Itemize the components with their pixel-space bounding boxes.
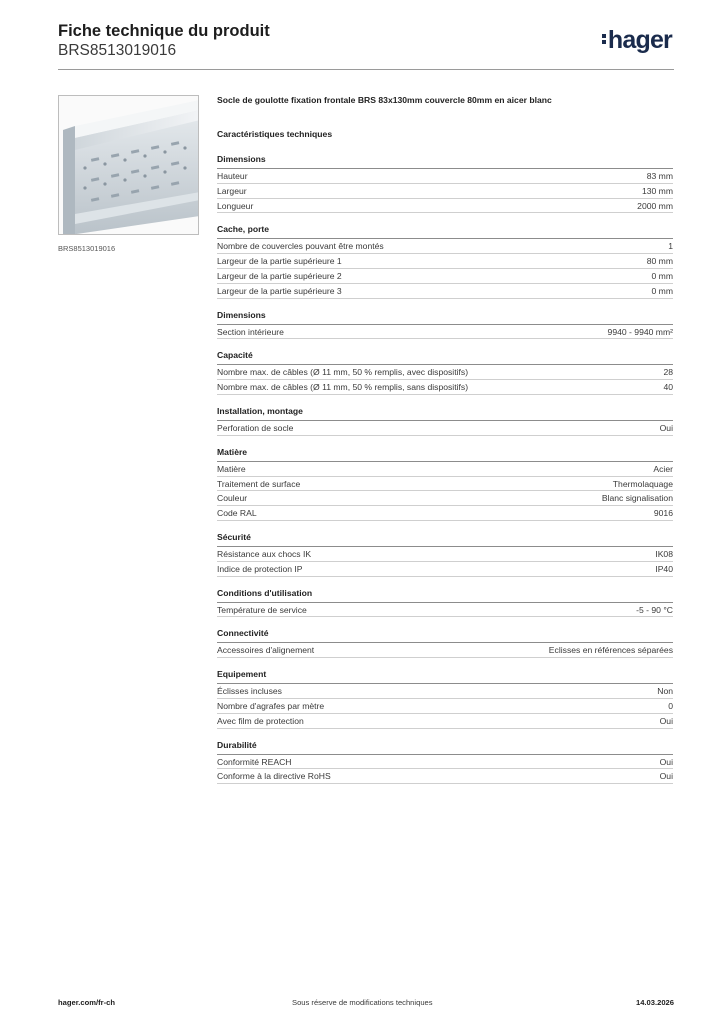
page-footer bbox=[58, 998, 674, 1007]
spec-row bbox=[217, 239, 673, 254]
spec-label: Largeur de la partie supérieure 1 bbox=[217, 256, 342, 267]
page-title: Fiche technique du produit bbox=[58, 22, 270, 40]
spec-row bbox=[217, 184, 673, 199]
spec-section bbox=[217, 577, 673, 618]
spec-label: Nombre de couvercles pouvant être montés bbox=[217, 241, 384, 252]
spec-value: 0 mm bbox=[651, 285, 673, 296]
section-title: Cache, porte bbox=[217, 213, 673, 239]
spec-value: -5 - 90 °C bbox=[636, 604, 673, 615]
spec-label: Conforme à la directive RoHS bbox=[217, 771, 331, 782]
spec-label: Section intérieure bbox=[217, 326, 284, 337]
spec-label: Largeur de la partie supérieure 2 bbox=[217, 270, 342, 281]
spec-value: Acier bbox=[653, 463, 673, 474]
spec-value: Thermolaquage bbox=[612, 478, 673, 489]
section-title: Connectivité bbox=[217, 617, 673, 643]
image-caption: BRS8513019016 bbox=[58, 244, 116, 253]
spec-row bbox=[217, 462, 673, 477]
spec-label: Hauteur bbox=[217, 171, 248, 181]
logo-text: hager bbox=[607, 26, 672, 54]
footer-website: hager.com/fr-ch bbox=[58, 998, 115, 1007]
spec-row bbox=[217, 562, 673, 577]
spec-sections bbox=[217, 143, 673, 784]
spec-label: Matière bbox=[217, 463, 246, 474]
spec-value: Non bbox=[657, 686, 673, 697]
spec-value: 0 bbox=[668, 700, 673, 711]
spec-value: 83 mm bbox=[646, 171, 673, 181]
spec-section bbox=[217, 729, 673, 785]
spec-label: Conformité REACH bbox=[217, 756, 292, 767]
tech-specs-title: Caractéristiques techniques bbox=[217, 129, 333, 139]
spec-row bbox=[217, 284, 673, 299]
spec-label: Longueur bbox=[217, 200, 254, 211]
spec-label: Largeur bbox=[217, 185, 247, 196]
product-title: Socle de goulotte fixation frontale BRS 83x130mm couvercle 80mm en aicer blanc bbox=[217, 95, 552, 105]
spec-row bbox=[217, 491, 673, 506]
section-title: Equipement bbox=[217, 658, 673, 684]
spec-row bbox=[217, 506, 673, 521]
spec-section bbox=[217, 339, 673, 395]
spec-section bbox=[217, 436, 673, 521]
spec-row bbox=[217, 769, 673, 784]
spec-row bbox=[217, 699, 673, 714]
cable-trunking-illustration bbox=[59, 96, 199, 235]
spec-row bbox=[217, 684, 673, 699]
spec-value: Oui bbox=[659, 715, 673, 726]
spec-value: 130 mm bbox=[641, 185, 673, 196]
section-title: Installation, montage bbox=[217, 395, 673, 421]
spec-value: IP40 bbox=[655, 563, 673, 574]
section-title: Sécurité bbox=[217, 521, 673, 547]
spec-row bbox=[217, 603, 673, 618]
spec-label: Nombre max. de câbles (Ø 11 mm, 50 % remplis, sans dispositifs) bbox=[217, 382, 469, 393]
spec-value: 1 bbox=[668, 241, 673, 252]
spec-section bbox=[217, 299, 673, 340]
spec-value: 40 bbox=[663, 382, 673, 393]
spec-row bbox=[217, 547, 673, 562]
spec-row bbox=[217, 325, 673, 340]
page-header bbox=[58, 22, 674, 68]
spec-row bbox=[217, 365, 673, 380]
spec-row bbox=[217, 477, 673, 492]
product-reference: BRS8513019016 bbox=[58, 42, 177, 59]
spec-label: Avec film de protection bbox=[217, 715, 304, 726]
product-image bbox=[58, 95, 199, 235]
spec-row bbox=[217, 169, 673, 184]
spec-row bbox=[217, 643, 673, 658]
spec-label: Nombre max. de câbles (Ø 11 mm, 50 % remplis, avec dispositifs) bbox=[217, 367, 469, 378]
spec-section bbox=[217, 617, 673, 658]
spec-value: Oui bbox=[659, 771, 673, 782]
spec-value: Oui bbox=[659, 756, 673, 767]
spec-row bbox=[217, 269, 673, 284]
spec-value: IK08 bbox=[655, 548, 673, 559]
spec-value: 80 mm bbox=[646, 256, 673, 267]
spec-value: Eclisses en références séparées bbox=[548, 645, 673, 656]
spec-section bbox=[217, 521, 673, 577]
spec-label: Largeur de la partie supérieure 3 bbox=[217, 285, 342, 296]
spec-section bbox=[217, 213, 673, 298]
spec-value: Blanc signalisation bbox=[601, 493, 673, 504]
spec-label: Indice de protection IP bbox=[217, 563, 303, 574]
spec-row bbox=[217, 421, 673, 436]
spec-section bbox=[217, 143, 673, 213]
spec-label: Couleur bbox=[217, 493, 248, 504]
spec-label: Traitement de surface bbox=[217, 478, 301, 489]
section-title: Durabilité bbox=[217, 729, 673, 755]
spec-value: 9940 - 9940 mm² bbox=[607, 326, 673, 337]
spec-row bbox=[217, 755, 673, 770]
spec-label: Résistance aux chocs IK bbox=[217, 548, 312, 559]
spec-label: Code RAL bbox=[217, 508, 257, 519]
spec-section bbox=[217, 658, 673, 728]
spec-section bbox=[217, 395, 673, 436]
spec-label: Température de service bbox=[217, 604, 307, 615]
spec-value: 2000 mm bbox=[637, 200, 673, 211]
spec-label: Perforation de socle bbox=[217, 422, 294, 433]
spec-value: 0 mm bbox=[651, 270, 673, 281]
footer-notice: Sous réserve de modifications techniques bbox=[292, 998, 433, 1007]
spec-value: 9016 bbox=[653, 508, 673, 519]
spec-label: Éclisses incluses bbox=[217, 686, 282, 697]
spec-row bbox=[217, 714, 673, 729]
hager-logo bbox=[602, 26, 672, 55]
spec-label: Nombre d'agrafes par mètre bbox=[217, 700, 325, 711]
section-title: Matière bbox=[217, 436, 673, 462]
spec-content bbox=[217, 95, 673, 784]
spec-value: 28 bbox=[663, 367, 673, 378]
section-title: Dimensions bbox=[217, 299, 673, 325]
spec-row bbox=[217, 199, 673, 214]
logo-dots-icon bbox=[602, 32, 607, 46]
header-divider bbox=[58, 69, 674, 70]
spec-row bbox=[217, 380, 673, 395]
section-title: Capacité bbox=[217, 339, 673, 365]
footer-date: 14.03.2026 bbox=[635, 998, 674, 1007]
spec-row bbox=[217, 254, 673, 269]
section-title: Dimensions bbox=[217, 143, 673, 169]
spec-value: Oui bbox=[659, 422, 673, 433]
spec-label: Accessoires d'alignement bbox=[217, 645, 315, 656]
section-title: Conditions d'utilisation bbox=[217, 577, 673, 603]
